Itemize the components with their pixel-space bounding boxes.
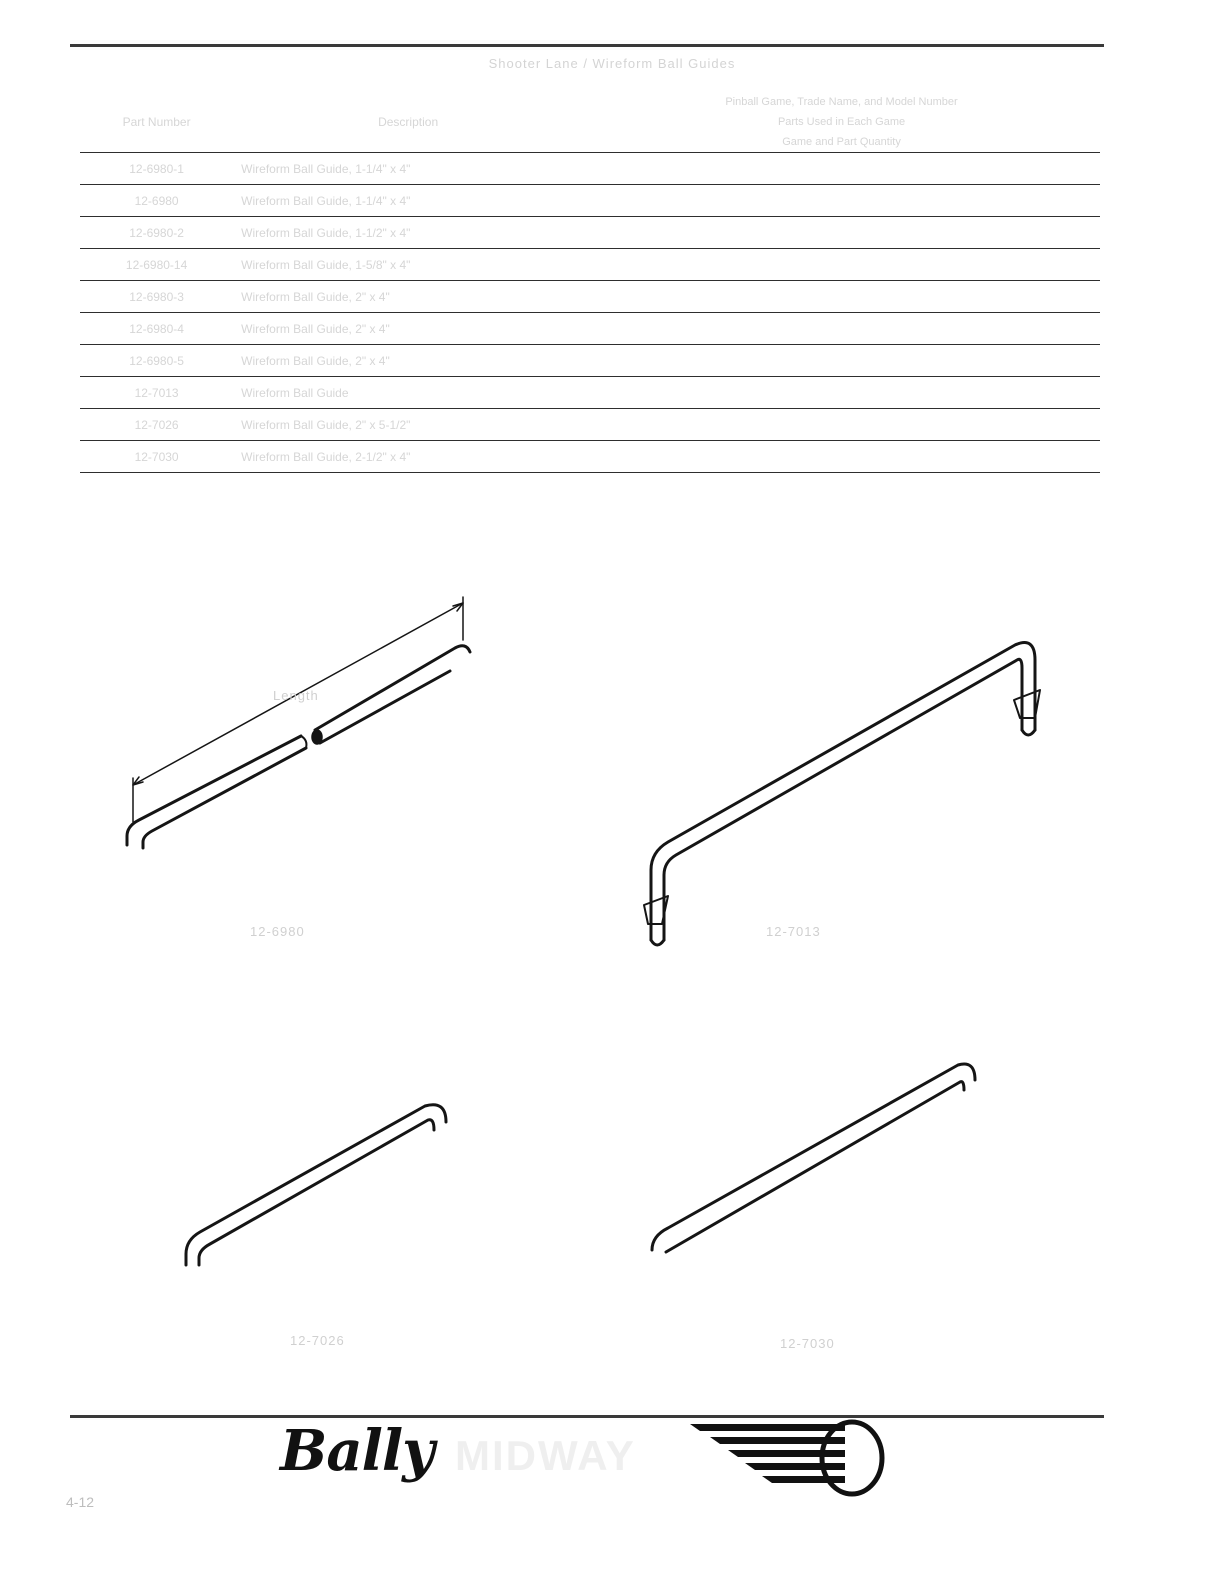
drawing-2-part-label: 12-7013: [766, 924, 821, 939]
description-cell: Wireform Ball Guide, 2-1/2" x 4": [233, 441, 583, 473]
description-cell: Wireform Ball Guide, 2" x 4": [233, 313, 583, 345]
midway-wing-icon: [690, 1422, 882, 1494]
drawing-4-part-label: 12-7030: [780, 1336, 835, 1351]
drawing-3-part-label: 12-7026: [290, 1333, 345, 1348]
description-cell: Wireform Ball Guide, 1-5/8" x 4": [233, 249, 583, 281]
applicability-line-2: Parts Used in Each Game: [777, 116, 906, 128]
midway-logo-text: MIDWAY: [455, 1432, 636, 1479]
description-cell: Wireform Ball Guide, 1-1/4" x 4": [233, 153, 583, 185]
part-number-cell: 12-7030: [80, 441, 233, 473]
part-number-cell: 12-7026: [80, 409, 233, 441]
description-cell: Wireform Ball Guide, 2" x 4": [233, 281, 583, 313]
part-number-cell: 12-6980: [80, 185, 233, 217]
applicability-line-1: Pinball Game, Trade Name, and Model Number: [725, 96, 958, 108]
page-number: 4-12: [66, 1494, 95, 1510]
description-cell: Wireform Ball Guide, 2" x 5-1/2": [233, 409, 583, 441]
part-number-cell: 12-6980-2: [80, 217, 233, 249]
part-number-cell: 12-6980-14: [80, 249, 233, 281]
description-cell: Wireform Ball Guide: [233, 377, 583, 409]
applicability-line-3: Game and Part Quantity: [782, 136, 901, 148]
part-number-cell: 12-6980-4: [80, 313, 233, 345]
bally-logo: Bally: [280, 1418, 434, 1484]
part-number-cell: 12-6980-1: [80, 153, 233, 185]
page-title: Shooter Lane / Wireform Ball Guides: [488, 56, 736, 71]
column-header-description: Description: [378, 115, 439, 129]
description-cell: Wireform Ball Guide, 2" x 4": [233, 345, 583, 377]
part-number-cell: 12-6980-5: [80, 345, 233, 377]
dimension-label: Length: [273, 688, 319, 703]
drawing-1-part-label: 12-6980: [250, 924, 305, 939]
part-number-cell: 12-6980-3: [80, 281, 233, 313]
description-cell: Wireform Ball Guide, 1-1/4" x 4": [233, 185, 583, 217]
description-cell: Wireform Ball Guide, 1-1/2" x 4": [233, 217, 583, 249]
column-header-part-number: Part Number: [122, 115, 191, 129]
part-number-cell: 12-7013: [80, 377, 233, 409]
